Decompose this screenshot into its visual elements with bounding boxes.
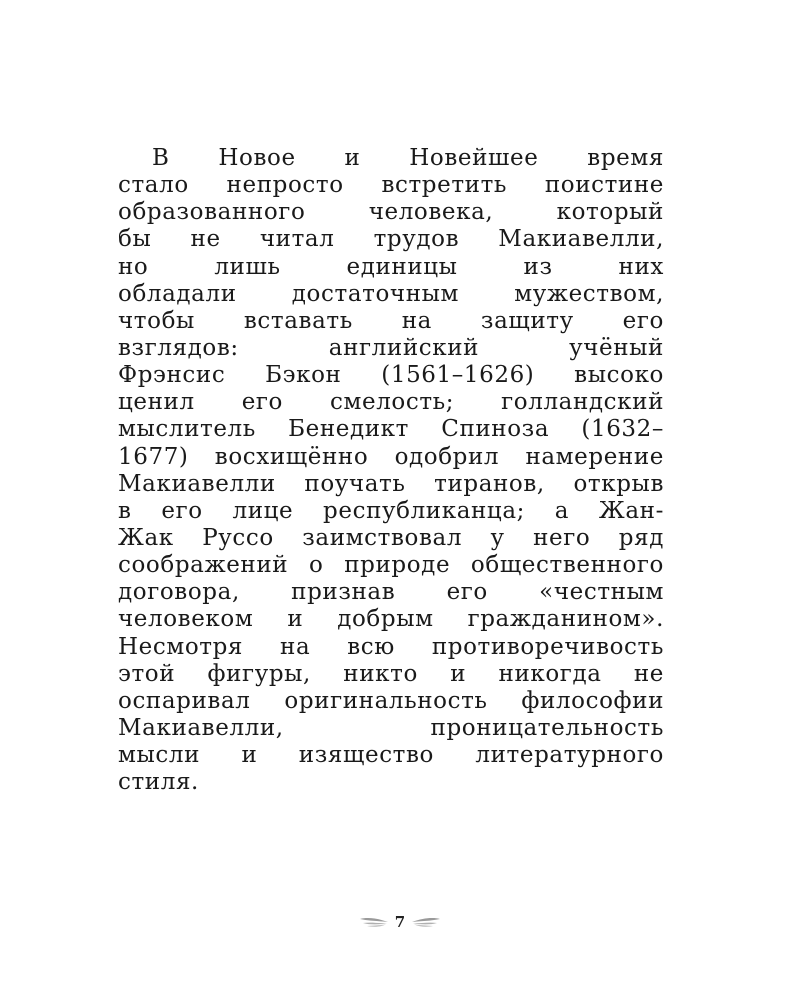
text-line: мысли и изящество литературного [118,742,664,769]
text-line: В Новое и Новейшее время [152,145,664,171]
text-line: Жак Руссо заимствовал у него ряд [118,524,664,551]
text-line: обладали достаточным мужеством, [118,280,664,307]
text-line: соображений о природе общественного [118,552,664,579]
page-number: 7 [394,913,406,931]
text-line: этой фигуры, никто и никогда не [118,660,664,687]
text-line: стало непросто встретить поистине [118,172,664,199]
text-line: оспаривал оригинальность философии [118,687,664,714]
text-line: Фрэнсис Бэкон (1561–1626) высоко [118,362,664,389]
text-line: Макиавелли поучать тиранов, открыв [118,470,664,497]
text-line: образованного человека, который [118,199,664,226]
text-line: взглядов: английский учёный [118,334,664,361]
page-footer [0,910,800,934]
text-line: Макиавелли, проницательность [118,714,664,741]
text-line: мыслитель Бенедикт Спиноза (1632– [118,416,664,443]
text-line: чтобы вставать на защиту его [118,307,664,334]
text-line: но лишь единицы из них [118,253,664,280]
wing-ornament-right-icon [411,915,441,929]
body-paragraph [118,145,664,796]
text-line: Несмотря на всю противоречивость [118,633,664,660]
text-line: человеком и добрым гражданином». [118,606,664,633]
wing-ornament-left-icon [359,915,389,929]
text-line: 1677) восхищённо одобрил намерение [118,443,664,470]
text-line: в его лице республиканца; а Жан- [118,497,664,524]
text-line: бы не читал трудов Макиавелли, [118,226,664,253]
text-line: ценил его смелость; голландский [118,389,664,416]
text-line: договора, признав его «честным [118,579,664,606]
text-line: стиля. [118,769,199,796]
